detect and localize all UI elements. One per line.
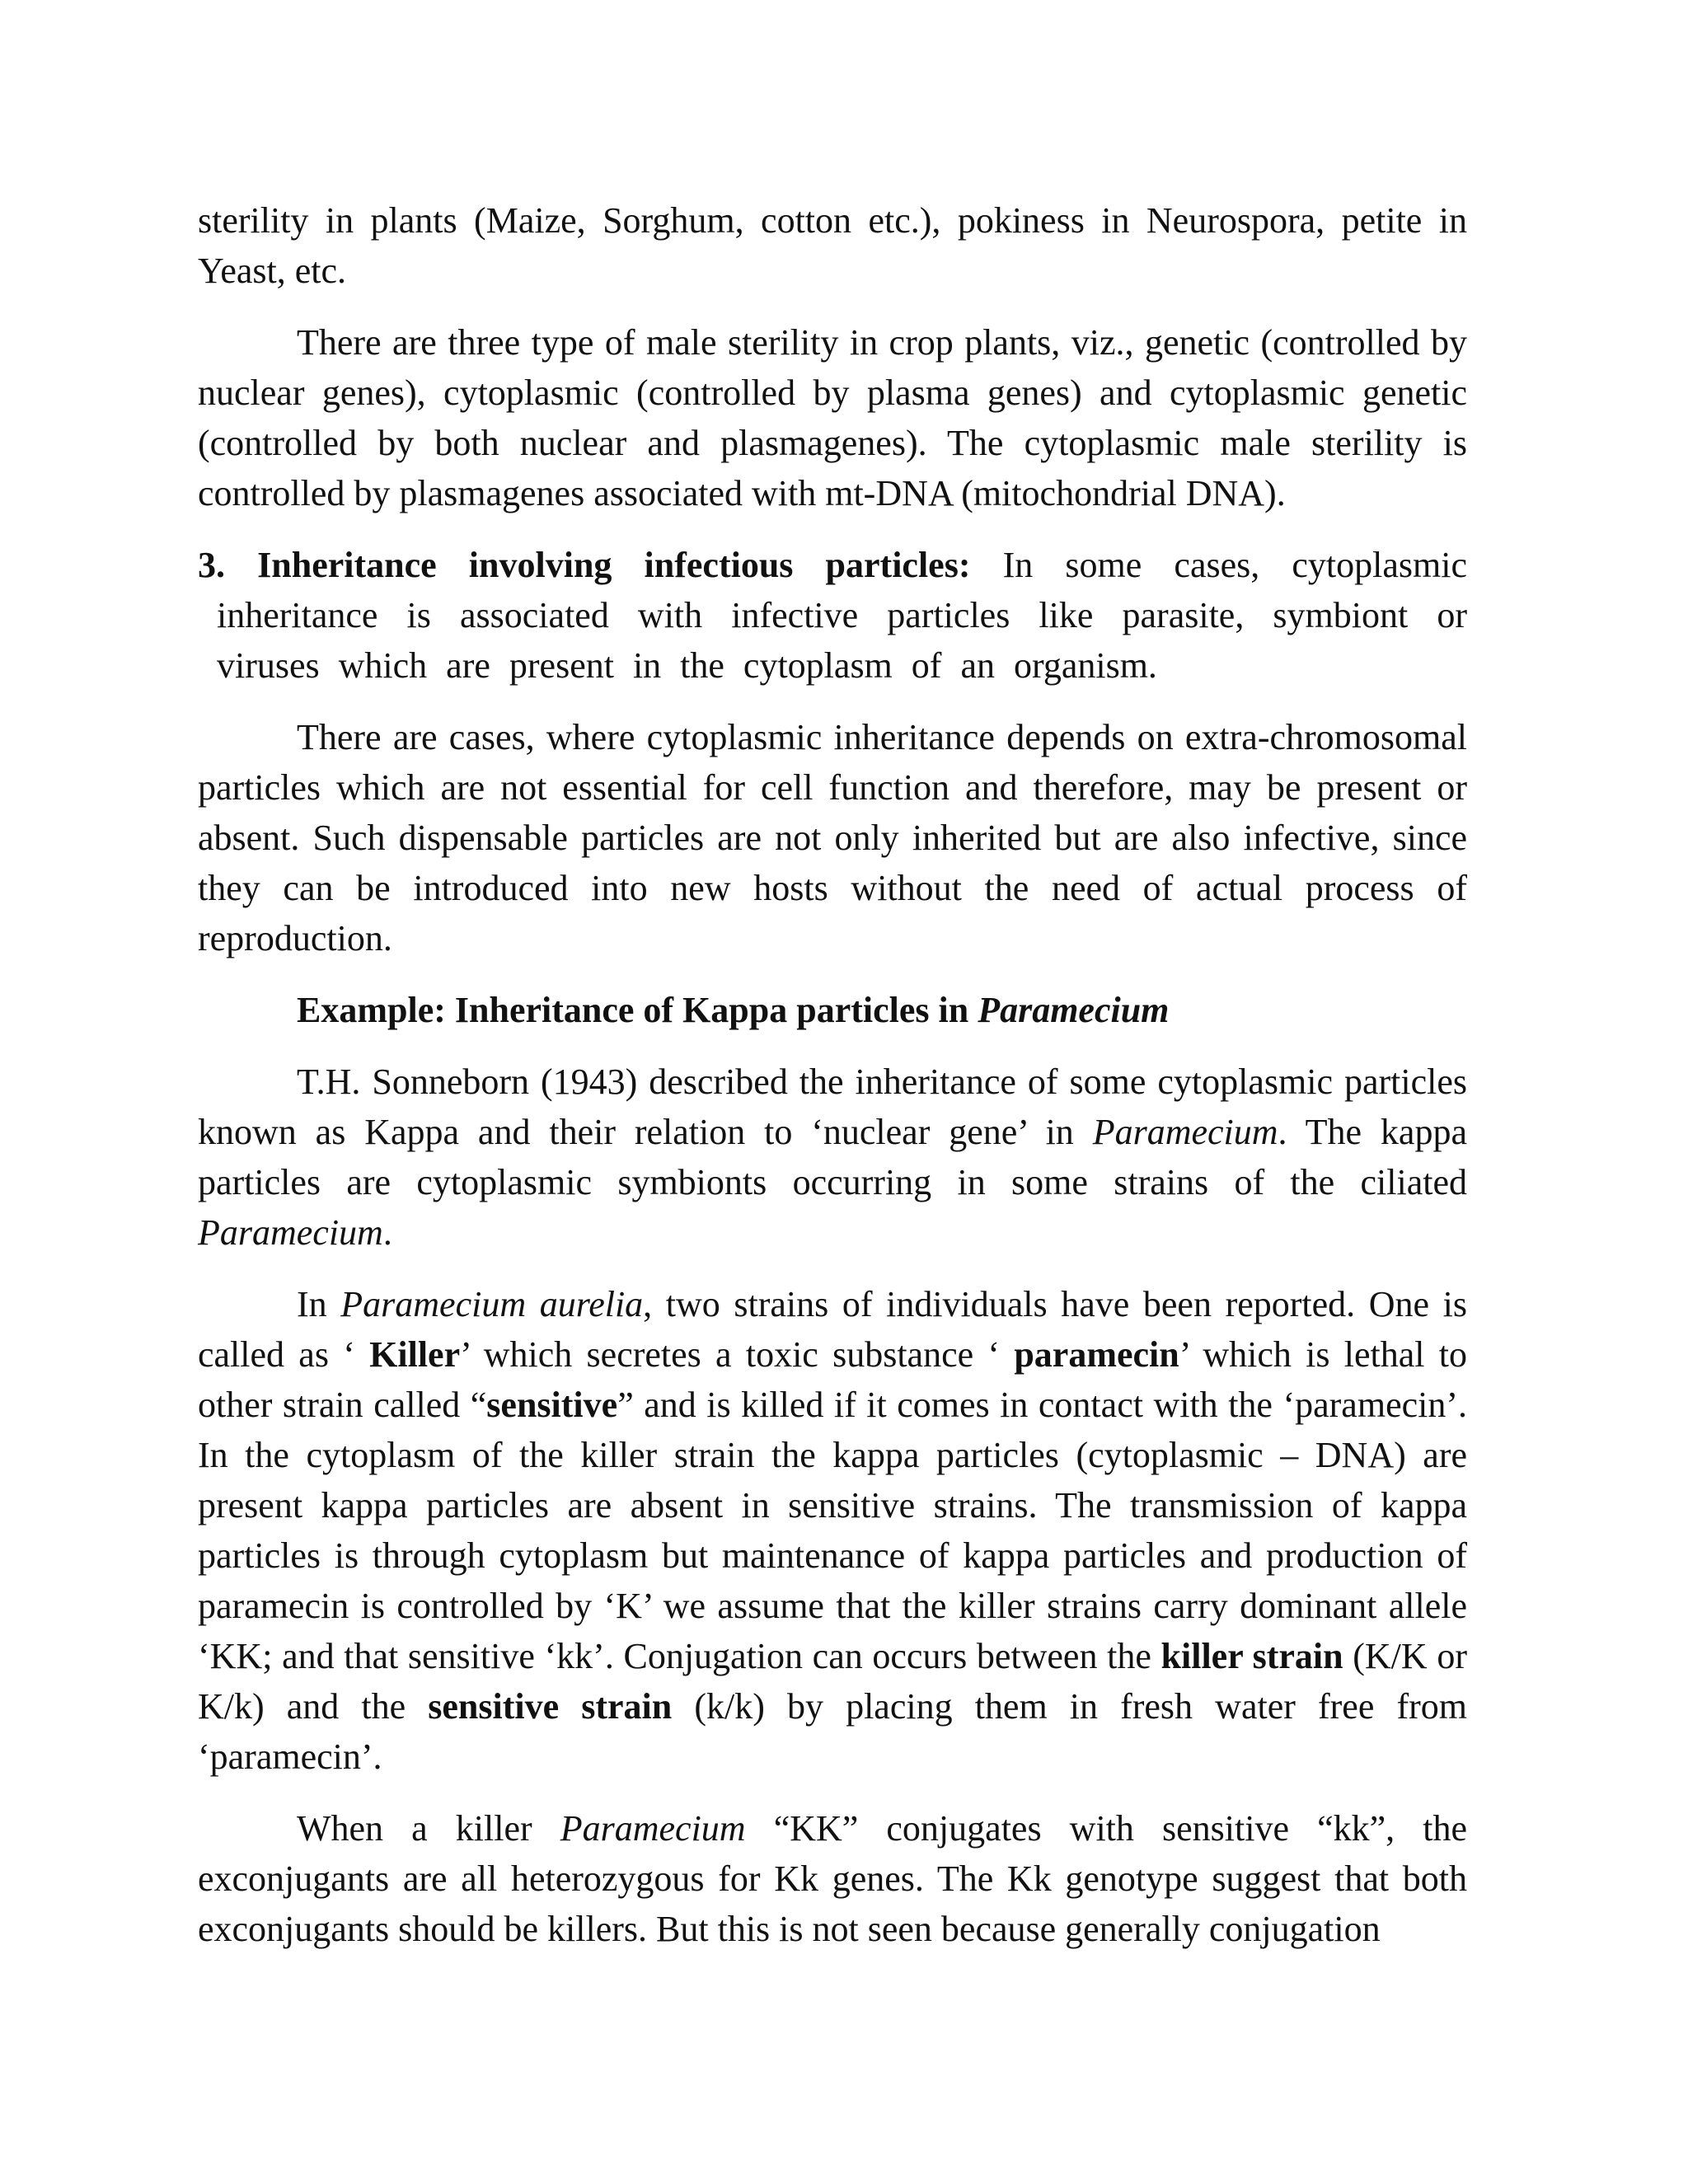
paragraph-extrachromosomal: There are cases, where cytoplasmic inheritance depends on extra-chromosomal particles which are not essential for cell function and therefore, may be present or absent. Such dispensable particles are not only inherited but are also infective, since they can be introduced into new hosts without the need of actual process of reproduction. — [198, 717, 1467, 958]
text-run: ” and is killed if it comes in contact with the ‘paramecin’. In the cytoplasm of the killer strain the kappa particles (cytoplasmic – DNA) are present kappa particles are absent in sensitive strains. The transmission of kappa particles is through cytoplasm but maintenance of kappa particles and production of paramecin is controlled by ‘K’ we assume that the killer strains carry dominant allele ‘KK; and that sensitive ‘kk’. Conjugation can occurs between the — [198, 1385, 1468, 1676]
paragraph-sonneborn — [198, 1057, 1467, 1258]
text-run: In — [297, 1284, 341, 1324]
text-run: “KK” conjugates with sensitive “kk”, the exconjugants are all heterozygous for Kk genes. The Kk genotype suggest that both exconjugants should be killers. But this is not seen because generally conjugation — [198, 1808, 1467, 1949]
example-heading — [198, 985, 1467, 1035]
paragraph-conjugation — [198, 1803, 1467, 1954]
section-heading-infectious-particles: Inheritance involving infectious particles: — [257, 545, 971, 585]
bold-run: paramecin — [1014, 1334, 1179, 1375]
italic-run: Paramecium — [560, 1808, 746, 1849]
text-run: . The kappa particles are cytoplasmic symbionts occurring in some strains of the ciliated — [198, 1112, 1467, 1202]
italic-run: Paramecium — [1092, 1112, 1278, 1152]
paragraph-infectious-text: In some cases, cytoplasmic inheritance is associated with infective particles like parasite, symbiont or viruses which are present in the cytoplasm of an organism. — [217, 545, 1467, 686]
page-content — [198, 195, 1467, 1954]
paragraph-male-sterility-types: There are three type of male sterility in crop plants, viz., genetic (controlled by nuclear genes), cytoplasmic (controlled by plasma genes) and cytoplasmic genetic (controlled by both nuclear and plasmagenes). The cytoplasmic male sterility is controlled by plasmagenes associated with mt-DNA (mitochondrial DNA). — [198, 322, 1467, 513]
text-run: ’ which is lethal to other strain called “ — [198, 1334, 1468, 1425]
bold-run: sensitive — [486, 1385, 618, 1425]
text-run: When a killer — [297, 1808, 560, 1849]
italic-run: Paramecium aurelia — [340, 1284, 644, 1324]
text-run: (K/K or K/k) and the — [198, 1636, 1467, 1727]
italic-run: Paramecium — [198, 1212, 383, 1253]
bold-run: Killer — [369, 1334, 461, 1375]
paragraph-paramecium-aurelia — [198, 1279, 1467, 1782]
text-run: . — [382, 1212, 392, 1253]
text-run: ’ which secretes a toxic substance ‘ — [460, 1334, 1015, 1375]
text-run: (k/k) by placing them in fresh water free from ‘paramecin’. — [198, 1686, 1467, 1777]
paragraph-infectious-particles — [198, 540, 1467, 691]
list-number: 3. — [198, 545, 225, 585]
bold-run: killer strain — [1160, 1636, 1343, 1676]
paragraph-sterility-examples: sterility in plants (Maize, Sorghum, cotton etc.), pokiness in Neurospora, petite in Yeast, etc. — [198, 200, 1467, 291]
bold-run: sensitive strain — [428, 1686, 673, 1727]
text-run: T.H. Sonneborn (1943) described the inheritance of some cytoplasmic particles known as Kappa and their relation to ‘nuclear gene’ in — [198, 1062, 1467, 1152]
example-heading-italic: Paramecium — [978, 990, 1170, 1030]
text-run: , two strains of individuals have been reported. One is called as ‘ — [198, 1284, 1468, 1375]
example-heading-text: Example: Inheritance of Kappa particles in — [297, 990, 978, 1030]
